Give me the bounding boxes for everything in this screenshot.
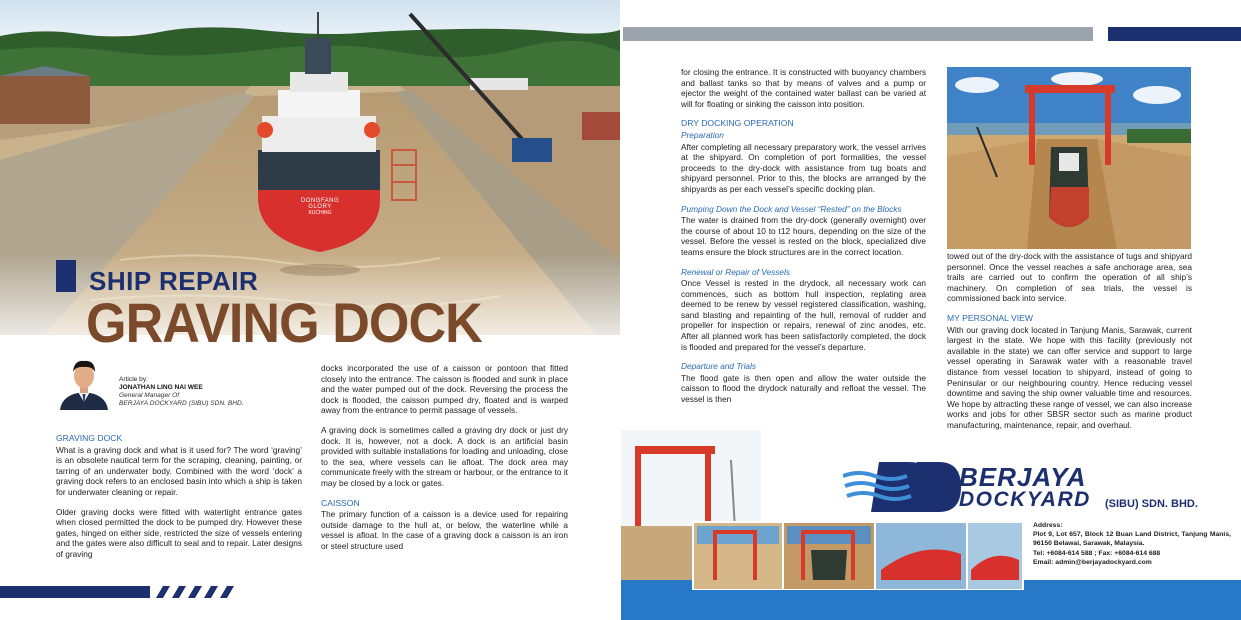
text-column-2 xyxy=(321,363,568,561)
author-role: General Manager Of xyxy=(119,392,180,399)
paragraph: for closing the entrance. It is constructed with buoyancy chambers and ballast tanks so that by means of valves and a pump or ejector the weight of the contained water ballast can be varied at will for floating or sinking the caisson into position. xyxy=(681,67,926,109)
logo-text-berjaya: BERJAYA xyxy=(959,462,1087,492)
paragraph: Once Vessel is rested in the drydock, all necessary work can commences, such as bottom hull inspection, replating area deemed to be renew by vessel registered classification, washing, sand blasting and repainting of the hull, removal of rudder and propeller for inspection or repairs, renewal of zinc anodes, etc. After all planned work has been satisfactorily completed, the dock is flooded and prepared for the vessel’s departure. xyxy=(681,278,926,352)
paragraph: Older graving docks were fitted with watertight entrance gates when closed permitted the dock to be pumped dry. However these gates, hinged on either side, restricted the size of vessels entering and the gates were also difficult to seal and to repair. Later designs of graving xyxy=(56,506,302,559)
left-page xyxy=(0,0,620,620)
company-logo xyxy=(843,458,1233,518)
paragraph: The flood gate is then open and allow the water outside the caisson to flood the drydock naturally and refloat the vessel. The vessel is then xyxy=(681,372,926,405)
text-column-3 xyxy=(681,67,926,414)
heading-graving-dock: GRAVING DOCK xyxy=(56,433,123,443)
contact-tel-fax: Tel: +6084-614 588 ; Fax: +6084-614 688 xyxy=(1033,549,1161,557)
article-title xyxy=(56,258,482,354)
title-accent-bar xyxy=(56,260,76,292)
top-decor-bar-grey xyxy=(623,27,1093,41)
author-photo xyxy=(56,356,112,410)
paragraph: With our graving dock located in Tanjung Manis, Sarawak, current largest in the state. We hope with this facility (previously not available in the state) we can offer service and support to large vessel operating in Sarawak water with a reasonable travel distance from vessel location to shipyard, instead of going to Peninsular or our neighbouring country. Hence reducing vessel downtime and saving the ship owner valuable time and resources. We hope by attracting these range of vessel, we can also increase works and jobs for other SBSR sector such as marine product manufacturing, maintenance, repair, and overhaul. xyxy=(947,324,1192,430)
paragraph: towed out of the dry-dock with the assistance of tugs and shipyard personnel. Once the vessel reaches a safe anchorage area, sea trails are carried out to confirm the operation of all ship’s machinery. On completion of sea trials, the vessel is commissioned back into service. xyxy=(947,251,1192,304)
drydock-aerial-photo xyxy=(947,67,1191,249)
paragraph: What is a graving dock and what is it used for? The word ‘graving’ is an obsolete nautical term for the scraping, cleaning, painting, or tarring of an underwater body. Combined with the word ‘dock’ a graving dock refers to an enclosed basin into which a ship is taken for underwater cleaning or repair. xyxy=(56,444,302,497)
contact-email: Email: admin@berjayadockyard.com xyxy=(1033,558,1152,566)
contact-address xyxy=(1033,521,1231,567)
bd-logo-mark xyxy=(843,460,961,514)
logo-text-dockyard: DOCKYARD xyxy=(959,488,1091,511)
address-label: Address: xyxy=(1033,522,1063,529)
author-name: JONATHAN LING NAI WEE xyxy=(119,384,203,391)
author-byline: Article by: xyxy=(119,376,148,383)
author-text xyxy=(119,376,244,408)
right-page xyxy=(621,0,1241,620)
decorative-stripes xyxy=(0,586,240,598)
address-line: Plot 9, Lot 657, Block 12 Buan Land District, Tanjung Manis, 96150 Belawai, Sarawak, Malaysia. xyxy=(1033,531,1231,548)
paragraph: A graving dock is sometimes called a graving dry dock or just dry dock. It is, however, not a dock. A dock is an artificial basin provided with suitable installations for loading and unloading, close to the sea, where vessels can lie afloat. The dock area may communicate freely with the stream or harbour, or the entrance to it may be closed by a lock or gates. xyxy=(321,424,568,488)
heading-dry-docking-operation: DRY DOCKING OPERATION xyxy=(681,118,794,129)
subheading-departure: Departure and Trials xyxy=(681,361,757,372)
author-block xyxy=(56,356,306,412)
author-org: BERJAYA DOCKYARD (SIBU) SDN. BHD. xyxy=(119,400,244,407)
paragraph: After completing all necessary preparatory work, the vessel arrives at the shipyard. On completion of port formalities, the vessel proceeds to the dry-dock with assistance from tug boats and shipyard personnel. Prior to this, the blocks are arranged by the shipyards as per each vessel’s specific docking plan. xyxy=(681,141,926,194)
paragraph: The water is drained from the dry-dock (generally overnight) over the course of about 10 to t12 hours, depending on the size of the vessel. Before the vessel is rested on the block, specialized dive teams ensure the block structures are in the correct location. xyxy=(681,215,926,257)
subheading-preparation: Preparation xyxy=(681,129,724,140)
top-decor-bar-navy xyxy=(1108,27,1241,41)
title-graving-dock: GRAVING DOCK xyxy=(86,291,482,354)
subheading-renewal: Renewal or Repair of Vessels xyxy=(681,266,790,277)
heading-caisson: CAISSON xyxy=(321,497,360,508)
heading-my-personal-view: MY PERSONAL VIEW xyxy=(947,312,1033,323)
ship-port-label: KUCHING xyxy=(308,210,332,216)
title-ship-repair: SHIP REPAIR xyxy=(89,266,259,296)
paragraph: docks incorporated the use of a caisson or pontoon that fitted closely into the entrance. The caisson is flooded and sunk in place and the water pumped out of the dock. Reversing the process the dock is flooded, the caisson pumped dry, floated and is warped away from the entrance to permit passage of vessels. xyxy=(321,363,568,416)
text-column-1 xyxy=(56,433,302,569)
logo-text-suffix: (SIBU) SDN. BHD. xyxy=(1105,498,1198,510)
text-column-4 xyxy=(947,251,1192,440)
paragraph: The primary function of a caisson is a device used for repairing outside damage to the hull at, or below, the waterline while a vessel is afloat. In the case of a graving dock a caisson is an iron or steel structure used xyxy=(321,509,568,551)
subheading-pumping-down: Pumping Down the Dock and Vessel “Rested” on the Blocks xyxy=(681,203,902,214)
ship-name-label: DONGFANG GLORY xyxy=(300,198,340,210)
